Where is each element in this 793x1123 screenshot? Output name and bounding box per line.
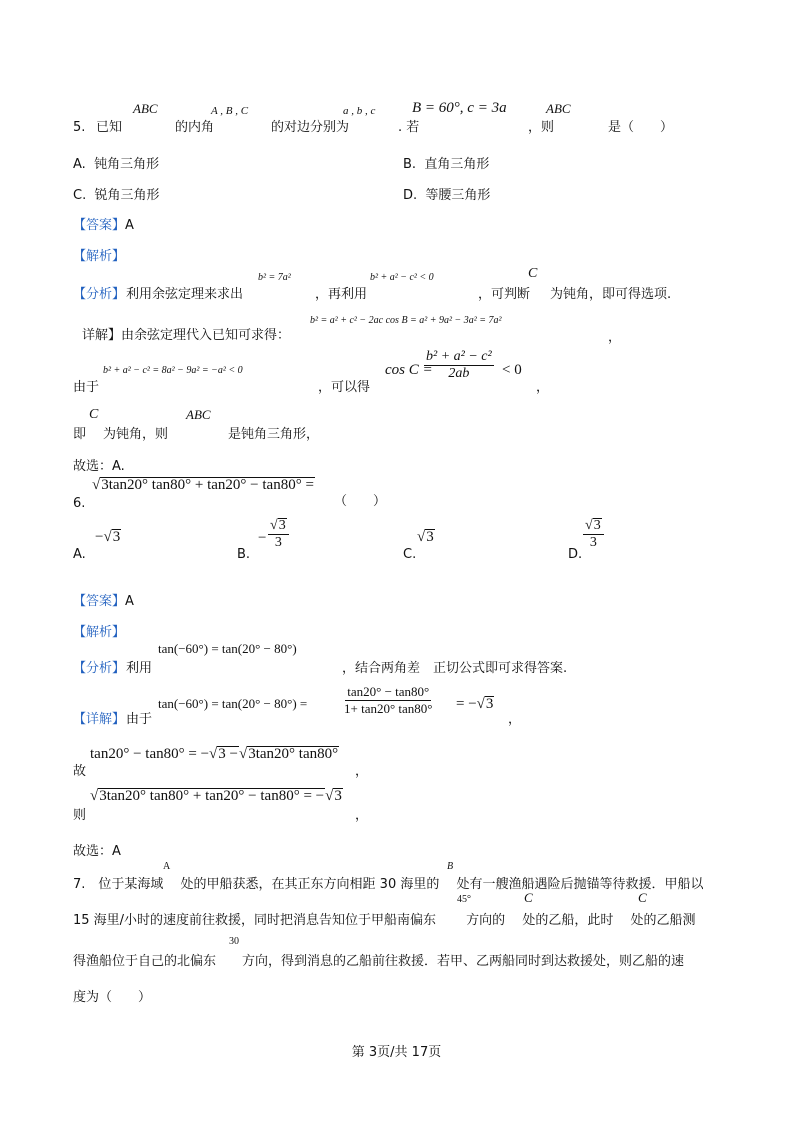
q5-keyi: ，可以得	[318, 380, 371, 395]
q5-text-then: ，则	[528, 120, 555, 135]
q6-option-d-label: D.	[568, 547, 583, 562]
q6-comma1: ，	[508, 712, 522, 727]
q5-math-ineq: b² + a² − c² < 0	[370, 272, 434, 283]
q7-line4: 度为（ ）	[73, 990, 152, 1005]
q6-fenxi-text2: ，结合两角差 正切公式即可求得答案.	[342, 661, 568, 676]
q6-option-b-den: 3	[274, 535, 282, 550]
q7-math-B: B	[447, 861, 454, 872]
q6-xiangjie-tag: 【详解】	[73, 712, 126, 727]
q5-math-cosC-num: b² + a² − c²	[426, 349, 492, 364]
q7-line2: 15 海里/小时的速度前往救援，同时把消息告知位于甲船南偏东 方向的 处的乙船，此时 处的乙船测	[73, 913, 696, 928]
q6-choose: 故选：A	[73, 844, 121, 859]
q6-option-b-num: √3	[268, 518, 289, 535]
q6-analysis-tag: 【解析】	[73, 625, 126, 640]
q7-math-C2: C	[638, 890, 647, 905]
q5-math-sum: b² + a² − c² = 8a² − 9a² = −a² < 0	[103, 365, 243, 376]
q5-fenxi-text4: 为钝角，即可得选项.	[550, 287, 672, 302]
q6-fenxi-text1: 利用	[126, 661, 153, 676]
q6-fenxi-tag: 【分析】	[73, 661, 126, 676]
q5-math-C2: C	[89, 407, 99, 422]
q6-comma2: ，	[355, 764, 369, 779]
q5-math-abc3: ABC	[186, 407, 211, 422]
page-footer: 第 3页/共 17页	[351, 1045, 442, 1060]
q5-text-is: 是（ ）	[608, 120, 674, 135]
q5-math-cosC-right: < 0	[502, 362, 522, 378]
q5-ji: 即	[73, 427, 87, 442]
q5-math-abc2: ABC	[546, 101, 571, 116]
q6-option-a-value: −√3	[95, 529, 121, 545]
q5-xiangjie-text: 详解】由余弦定理代入已知可求得：	[82, 328, 291, 343]
q5-fenxi-text1: 利用余弦定理来求出	[126, 287, 244, 302]
q6-gu: 故	[73, 764, 87, 779]
q7-line3: 得渔船位于自己的北偏东 方向，得到消息的乙船前往救援．若甲、乙两船同时到达救援处，则乙船的速	[73, 954, 685, 969]
q7-math-A: A	[163, 861, 171, 872]
q6-youyu: 由于	[126, 712, 153, 727]
q5-answer: 【答案】A	[73, 218, 134, 233]
q6-option-b-label: B.	[237, 547, 251, 562]
q6-option-d-frac	[583, 518, 604, 551]
q5-math-b2-7a2: b² = 7a²	[258, 272, 291, 283]
q5-option-d: D. 等腰三角形	[403, 188, 491, 203]
q5-text-known: 已知	[96, 120, 123, 135]
q6-math-tan-eq2: tan(−60°) = tan(20° − 80°) =	[158, 696, 308, 711]
q5-math-vertices: A , B , C	[211, 105, 249, 117]
q5-math-cosC-den: 2ab	[448, 366, 470, 381]
q5-comma2: ，	[536, 380, 550, 395]
q5-text-obtuse: 为钝角，则	[103, 427, 169, 442]
q5-math-condition: B = 60°, c = 3a	[412, 100, 507, 116]
q5-math-cosC-left: cos C =	[385, 362, 433, 378]
q6-comma3: ，	[355, 808, 369, 823]
q5-text-isobtuse: 是钝角三角形，	[228, 427, 320, 442]
q6-math-tan-eq: tan(−60°) = tan(20° − 80°)	[158, 641, 297, 656]
q6-math-eq-neg: = −√3	[456, 696, 494, 712]
q6-option-b-frac	[268, 518, 289, 551]
q5-math-sides: a , b , c	[343, 105, 376, 117]
q5-comma1: ，	[608, 330, 622, 345]
q5-text-innerangle: 的内角	[175, 120, 215, 135]
q5-math-abc1: ABC	[133, 101, 158, 116]
q6-math-frac-den: 1+ tan20° tan80°	[344, 701, 433, 716]
q6-option-b-sign: −	[258, 530, 267, 546]
q5-number: 5.	[73, 120, 86, 135]
q5-analysis-tag: 【解析】	[73, 249, 126, 264]
q6-math-frac	[342, 684, 435, 717]
q5-choose: 故选：A.	[73, 459, 125, 474]
q6-math-line2: tan20° − tan80° = −√3 −√3tan20° tan80°	[90, 746, 339, 762]
q7-math-45: 45°	[457, 894, 471, 905]
q5-fenxi-tag: 【分析】	[73, 287, 126, 302]
q5-math-cos-expansion: b² = a² + c² − 2ac cos B = a² + 9a² − 3a² = 7a²	[310, 315, 502, 326]
q5-option-b: B. 直角三角形	[403, 157, 490, 172]
q6-number: 6.	[73, 496, 86, 511]
q6-ze: 则	[73, 808, 87, 823]
q5-option-a: A. 钝角三角形	[73, 157, 160, 172]
q6-option-d-den: 3	[589, 535, 597, 550]
q6-answer: 【答案】A	[73, 594, 134, 609]
q6-paren: （ ）	[334, 494, 387, 509]
q5-math-C: C	[528, 266, 538, 281]
q6-math-expr: √3tan20° tan80° + tan20° − tan80° =	[92, 477, 314, 493]
q5-math-cosC-frac	[424, 349, 494, 382]
q7-math-C1: C	[524, 890, 533, 905]
q5-text-if: . 若	[398, 120, 420, 135]
q6-option-c-label: C.	[403, 547, 417, 562]
q5-option-c: C. 锐角三角形	[73, 188, 160, 203]
q6-math-line3: √3tan20° tan80° + tan20° − tan80° = −√3	[90, 788, 342, 804]
q6-math-frac-num: tan20° − tan80°	[347, 684, 430, 699]
q7-math-30: 30	[229, 936, 239, 947]
q5-text-opposite: 的对边分别为	[271, 120, 350, 135]
q6-option-d-num: √3	[583, 518, 604, 535]
q5-fenxi-text3: ，可判断	[478, 287, 531, 302]
q6-option-c-value: √3	[417, 529, 434, 545]
q6-option-a-label: A.	[73, 547, 86, 562]
q5-youyu: 由于	[73, 380, 100, 395]
q5-fenxi-text2: ，再利用	[315, 287, 368, 302]
q7-line1: 7. 位于某海域 处的甲船获悉，在其正东方向相距 30 海里的 处有一艘渔船遇险后抛锚等待救援．甲船以	[73, 877, 704, 892]
